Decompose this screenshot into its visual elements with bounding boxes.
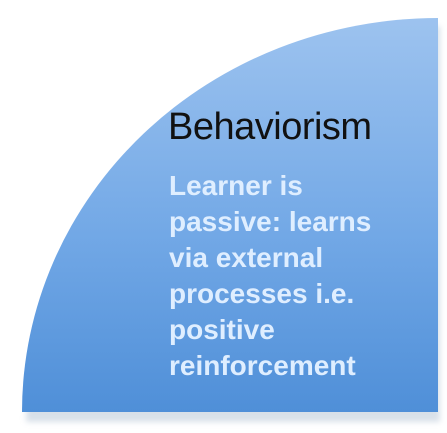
body-line: via external [169,242,324,273]
card-body-text [169,168,371,384]
body-line: reinforcement [169,350,356,381]
card-title: Behaviorism [168,106,372,148]
body-line: processes i.e. [169,278,355,309]
body-line: Learner is [169,170,303,201]
body-line: passive: learns [169,206,372,237]
body-line: positive [169,314,275,345]
